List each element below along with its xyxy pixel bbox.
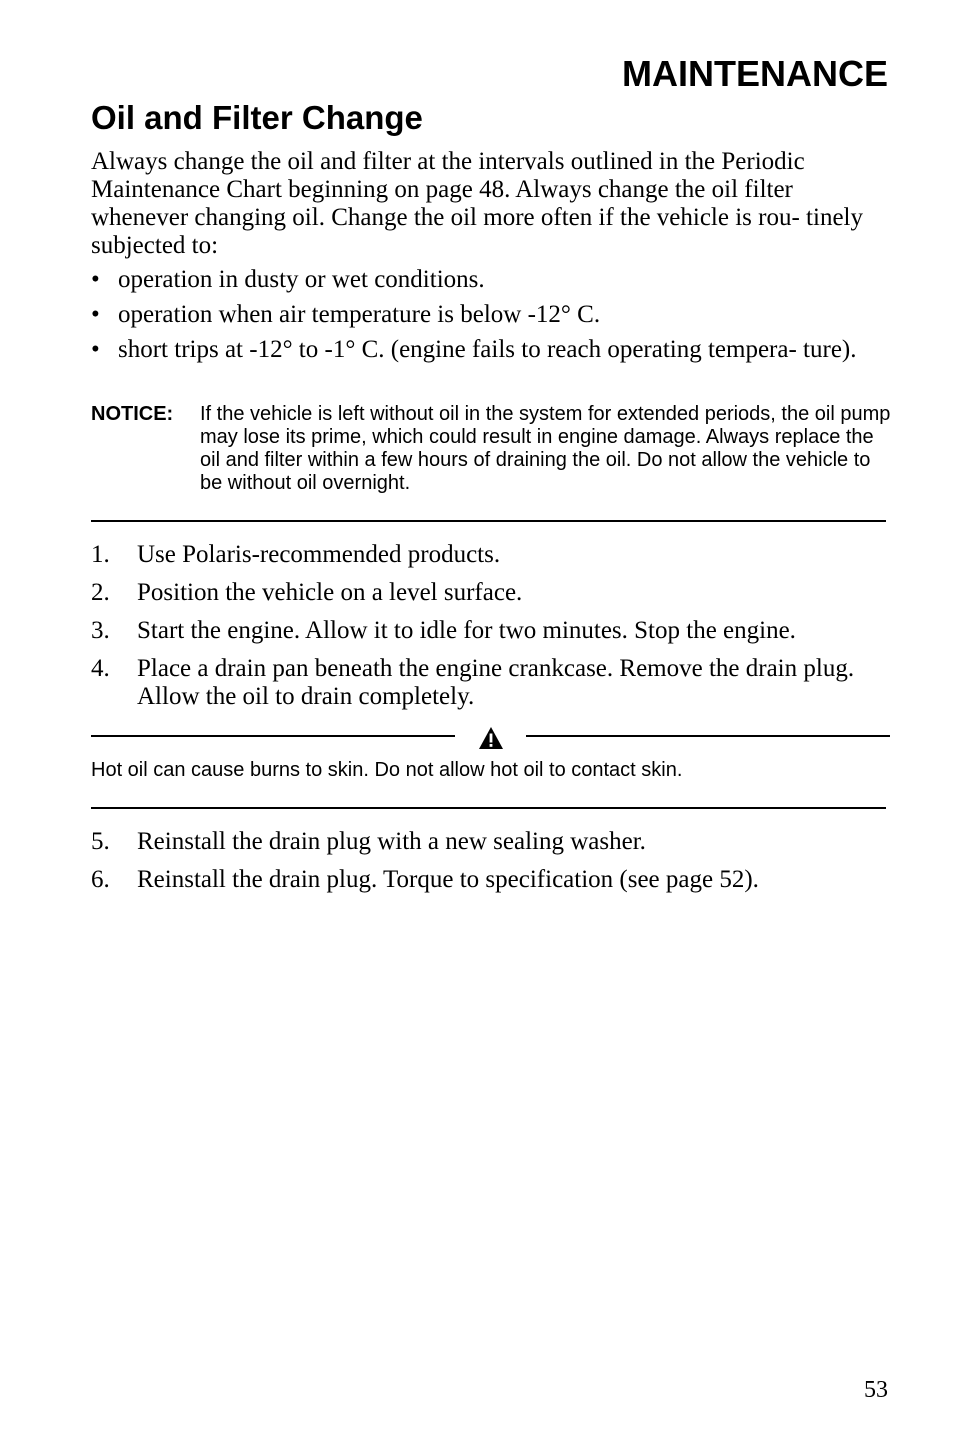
step-item <box>91 866 891 894</box>
list-item-text: short trips at -12° to -1° C. (engine fails to reach operating tempera- ture). <box>118 336 857 363</box>
step-text: Reinstall the drain plug. Torque to specification (see page 52). <box>137 866 759 893</box>
condition-list <box>91 266 891 371</box>
notice-label: NOTICE: <box>91 403 174 425</box>
list-item <box>91 266 891 294</box>
step-item <box>91 828 891 856</box>
step-item <box>91 579 891 607</box>
step-number: 6. <box>91 866 110 893</box>
procedure-steps-first <box>91 541 891 721</box>
step-number: 4. <box>91 655 110 682</box>
step-number: 3. <box>91 617 110 644</box>
list-item-text: operation when air temperature is below -12° C. <box>118 301 601 328</box>
step-number: 5. <box>91 828 110 855</box>
notice-text: If the vehicle is left without oil in the system for extended periods, the oil pump may lose its prime, which could result in engine damage. Always replace the oil and filter within a few hours of draining the oil. Do not allow the vehicle to be without oil overnight. <box>200 403 891 494</box>
warning-triangle-icon <box>478 726 504 750</box>
divider <box>91 520 886 522</box>
step-text: Start the engine. Allow it to idle for two minutes. Stop the engine. <box>137 617 796 644</box>
step-text: Position the vehicle on a level surface. <box>137 579 523 606</box>
step-item <box>91 617 891 645</box>
notice-block <box>91 403 891 495</box>
page-title: Oil and Filter Change <box>91 99 423 136</box>
list-item <box>91 301 891 329</box>
page-number: 53 <box>864 1377 888 1403</box>
warning-rule-left <box>91 735 455 737</box>
bullet-icon: • <box>91 301 100 328</box>
step-number: 1. <box>91 541 110 568</box>
section-header: MAINTENANCE <box>622 53 888 94</box>
intro-paragraph: Always change the oil and filter at the intervals outlined in the Periodic Maintenance Chart beginning on page 48. Always change the oil filter whenever changing oil. Change the oil more often if the vehicle is rou- tinely subjected to: <box>91 148 863 259</box>
divider <box>91 807 886 809</box>
step-item <box>91 655 891 711</box>
step-number: 2. <box>91 579 110 606</box>
step-text: Place a drain pan beneath the engine crankcase. Remove the drain plug. Allow the oil to drain completely. <box>137 655 855 710</box>
bullet-icon: • <box>91 336 100 363</box>
warning-text: Hot oil can cause burns to skin. Do not allow hot oil to contact skin. <box>91 759 683 781</box>
step-text: Reinstall the drain plug with a new sealing washer. <box>137 828 646 855</box>
step-item <box>91 541 891 569</box>
procedure-steps-second <box>91 828 891 904</box>
bullet-icon: • <box>91 266 100 293</box>
list-item <box>91 336 891 364</box>
list-item-text: operation in dusty or wet conditions. <box>118 266 485 293</box>
warning-rule-right <box>526 735 890 737</box>
step-text: Use Polaris-recommended products. <box>137 541 501 568</box>
